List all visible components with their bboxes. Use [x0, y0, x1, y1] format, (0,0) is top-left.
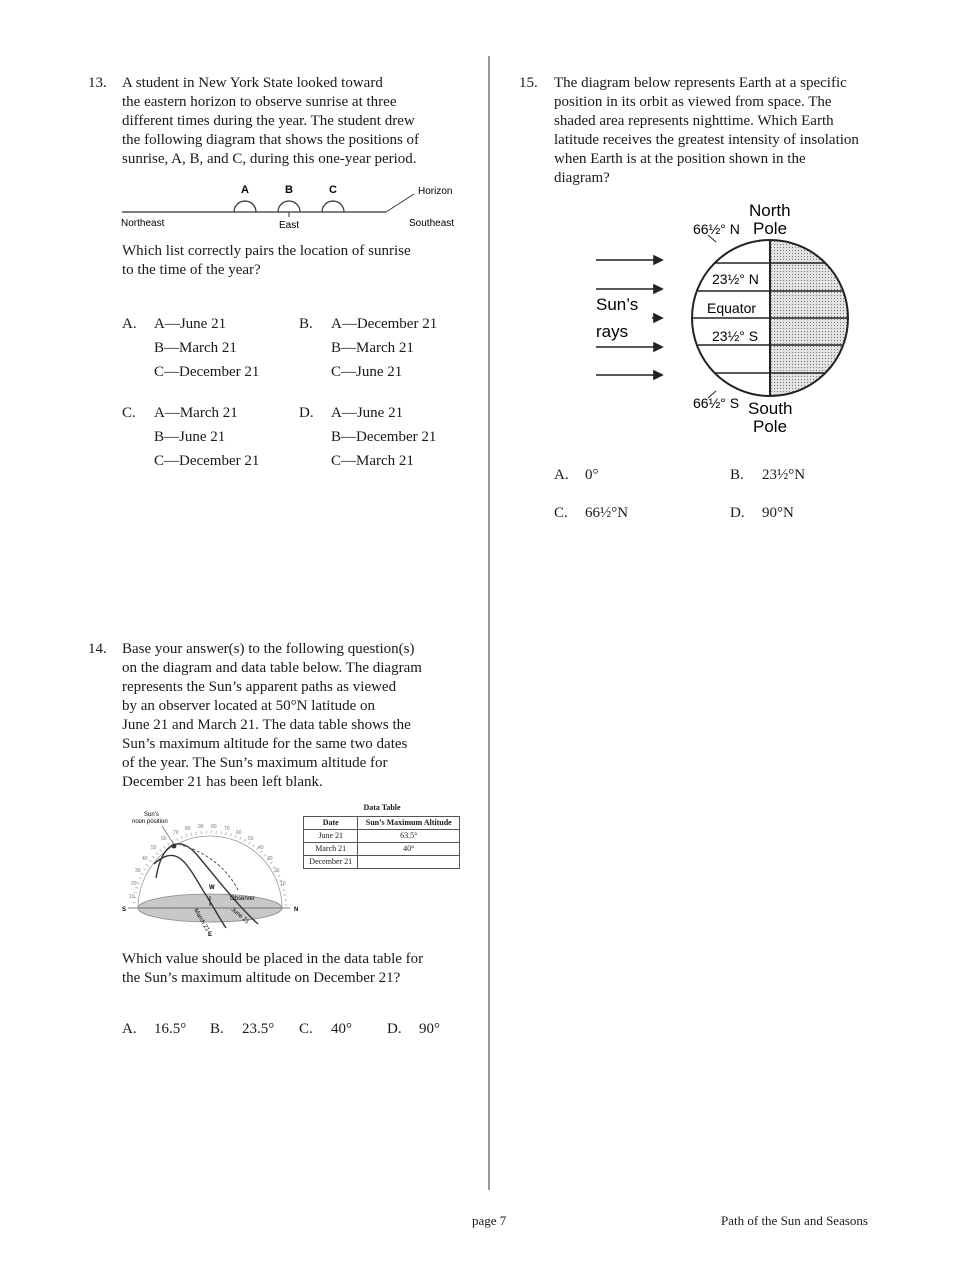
svg-text:90: 90 [198, 824, 204, 830]
west-label: W [209, 885, 215, 891]
table-cell [358, 856, 460, 869]
lat-66s-label: 66½° S [693, 395, 740, 411]
option-value: 90°N [762, 505, 794, 521]
north-pole-label-2: Pole [753, 219, 788, 238]
observer-label: Observer [230, 896, 255, 902]
table-cell: March 21 [304, 843, 358, 856]
option-letter: A. [122, 1021, 137, 1037]
north-pole-label-1: North [749, 201, 791, 220]
label-northeast: Northeast [121, 218, 165, 229]
data-table [303, 816, 460, 869]
svg-text:80: 80 [211, 824, 217, 830]
south-pole-label-1: South [748, 399, 793, 418]
question-stem [122, 640, 462, 792]
stem-line: the eastern horizon to observe sunrise at three [122, 94, 397, 110]
option-value: 23.5° [242, 1021, 275, 1037]
question-stem [122, 74, 456, 169]
sun-noon-label-1: Sun’s [144, 812, 159, 818]
option-value: 66½°N [585, 505, 629, 521]
option-line: C—December 21 [154, 453, 260, 469]
option-line: A—June 21 [154, 316, 227, 332]
stem-line: position in its orbit as viewed from space. The [554, 94, 832, 110]
option-letter: D. [299, 405, 314, 421]
stem-line: The diagram below represents Earth at a specific [554, 75, 847, 91]
svg-text:70: 70 [173, 830, 179, 836]
sun-noon-position [172, 844, 177, 849]
stem-line: sunrise, A, B, and C, during this one-year period. [122, 151, 417, 167]
svg-text:30: 30 [267, 856, 273, 862]
option-line: B—June 21 [154, 429, 226, 445]
dashed-path [178, 844, 238, 890]
table-row [304, 843, 460, 856]
option-line: C—March 21 [331, 453, 414, 469]
svg-text:50: 50 [248, 836, 254, 842]
question-number: 13. [88, 75, 107, 91]
prompt-line: to the time of the year? [122, 262, 261, 278]
data-table-block [303, 802, 461, 869]
label-southeast: Southeast [409, 218, 455, 229]
table-row [304, 856, 460, 869]
north-label: N [294, 907, 299, 913]
stem-line: Sun’s maximum altitude for the same two dates [122, 736, 408, 752]
svg-text:20: 20 [131, 881, 137, 887]
stem-line: represents the Sun’s apparent paths as viewed [122, 679, 397, 695]
stem-line: December 21 has been left blank. [122, 774, 323, 790]
equator-label: Equator [707, 300, 757, 316]
svg-text:20: 20 [274, 868, 280, 874]
data-table-title: Data Table [363, 803, 401, 812]
option-line: C—June 21 [331, 364, 403, 380]
east-label: E [208, 932, 213, 938]
option-letter: C. [554, 505, 568, 521]
sun-path-diagram [118, 806, 303, 942]
sunrise-horizon-diagram [118, 180, 463, 232]
sunrise-c-arc [322, 201, 344, 212]
page-number: page 7 [472, 1213, 507, 1228]
degree-ticks [129, 824, 286, 900]
sun-rays-label-1: Sun’s [596, 295, 639, 314]
sunrise-b-arc [278, 201, 300, 212]
svg-text:10: 10 [129, 894, 135, 900]
sun-rays-label-2: rays [596, 322, 629, 341]
svg-text:80: 80 [185, 826, 191, 832]
stem-line: shaded area represents nighttime. Which Earth [554, 113, 834, 129]
option-letter: B. [730, 467, 744, 483]
svg-text:60: 60 [236, 830, 242, 836]
svg-text:40: 40 [142, 856, 148, 862]
label-horizon: Horizon [418, 186, 453, 197]
stem-line: Base your answer(s) to the following question(s) [122, 641, 415, 657]
option-line: B—March 21 [154, 340, 237, 356]
option-letter: B. [210, 1021, 224, 1037]
option-line: C—December 21 [154, 364, 260, 380]
sun-noon-label-2: noon position [132, 819, 168, 825]
option-letter: B. [299, 316, 313, 332]
stem-line: by an observer located at 50°N latitude on [122, 698, 376, 714]
prompt-line: Which value should be placed in the data table for [122, 951, 424, 967]
prompt-line: Which list correctly pairs the location of sunrise [122, 243, 411, 259]
svg-text:60: 60 [161, 836, 167, 842]
stem-line: June 21 and March 21. The data table shows the [122, 717, 411, 733]
stem-line: latitude receives the greatest intensity of insolation [554, 132, 859, 148]
question-stem [554, 74, 891, 188]
option-letter: A. [122, 316, 137, 332]
table-cell: June 21 [304, 830, 358, 843]
lat-66n-label: 66½° N [693, 221, 740, 237]
lat-23n-label: 23½° N [712, 271, 759, 287]
stem-line: on the diagram and data table below. The diagram [122, 660, 422, 676]
question-prompt [122, 950, 462, 988]
option-line: A—December 21 [331, 316, 438, 332]
option-line: B—December 21 [331, 429, 437, 445]
label-east: East [279, 220, 300, 231]
south-pole-label-2: Pole [753, 417, 788, 436]
svg-text:10: 10 [280, 881, 286, 887]
label-b: B [285, 184, 293, 196]
stem-line: A student in New York State looked toward [122, 75, 383, 91]
option-line: A—March 21 [154, 405, 238, 421]
option-letter: C. [299, 1021, 313, 1037]
question-prompt [122, 242, 456, 280]
document-title: Path of the Sun and Seasons [721, 1213, 868, 1228]
june-21-label: June 21 [229, 906, 250, 926]
option-value: 23½°N [762, 467, 806, 483]
stem-line: when Earth is at the position shown in the [554, 151, 806, 167]
svg-text:40: 40 [258, 845, 264, 851]
option-letter: D. [730, 505, 745, 521]
stem-line: diagram? [554, 170, 610, 186]
question-number: 14. [88, 641, 107, 657]
table-cell: December 21 [304, 856, 358, 869]
label-a: A [241, 184, 249, 196]
earth-insolation-diagram [590, 198, 852, 440]
stem-line: the following diagram that shows the positions of [122, 132, 420, 148]
column-divider [488, 56, 490, 1190]
option-line: B—March 21 [331, 340, 414, 356]
stem-line: of the year. The Sun’s maximum altitude for [122, 755, 388, 771]
table-header: Sun’s Maximum Altitude [358, 817, 460, 830]
svg-text:70: 70 [224, 826, 230, 832]
option-letter: A. [554, 467, 569, 483]
option-letter: D. [387, 1021, 402, 1037]
option-value: 0° [585, 467, 599, 483]
prompt-line: the Sun’s maximum altitude on December 21? [122, 970, 401, 986]
question-number: 15. [519, 75, 538, 91]
lat-23s-label: 23½° S [712, 328, 759, 344]
option-value: 90° [419, 1021, 440, 1037]
table-cell: 63.5° [358, 830, 460, 843]
sunrise-a-arc [234, 201, 256, 212]
table-row [304, 830, 460, 843]
march-21-label: March 21 [192, 908, 210, 933]
svg-text:30: 30 [135, 868, 141, 874]
stem-line: different times during the year. The student drew [122, 113, 415, 129]
table-cell: 40° [358, 843, 460, 856]
south-label: S [122, 907, 127, 913]
option-line: A—June 21 [331, 405, 404, 421]
option-letter: C. [122, 405, 136, 421]
table-header: Date [304, 817, 358, 830]
option-value: 16.5° [154, 1021, 187, 1037]
label-c: C [329, 184, 337, 196]
option-value: 40° [331, 1021, 352, 1037]
svg-text:50: 50 [151, 845, 157, 851]
